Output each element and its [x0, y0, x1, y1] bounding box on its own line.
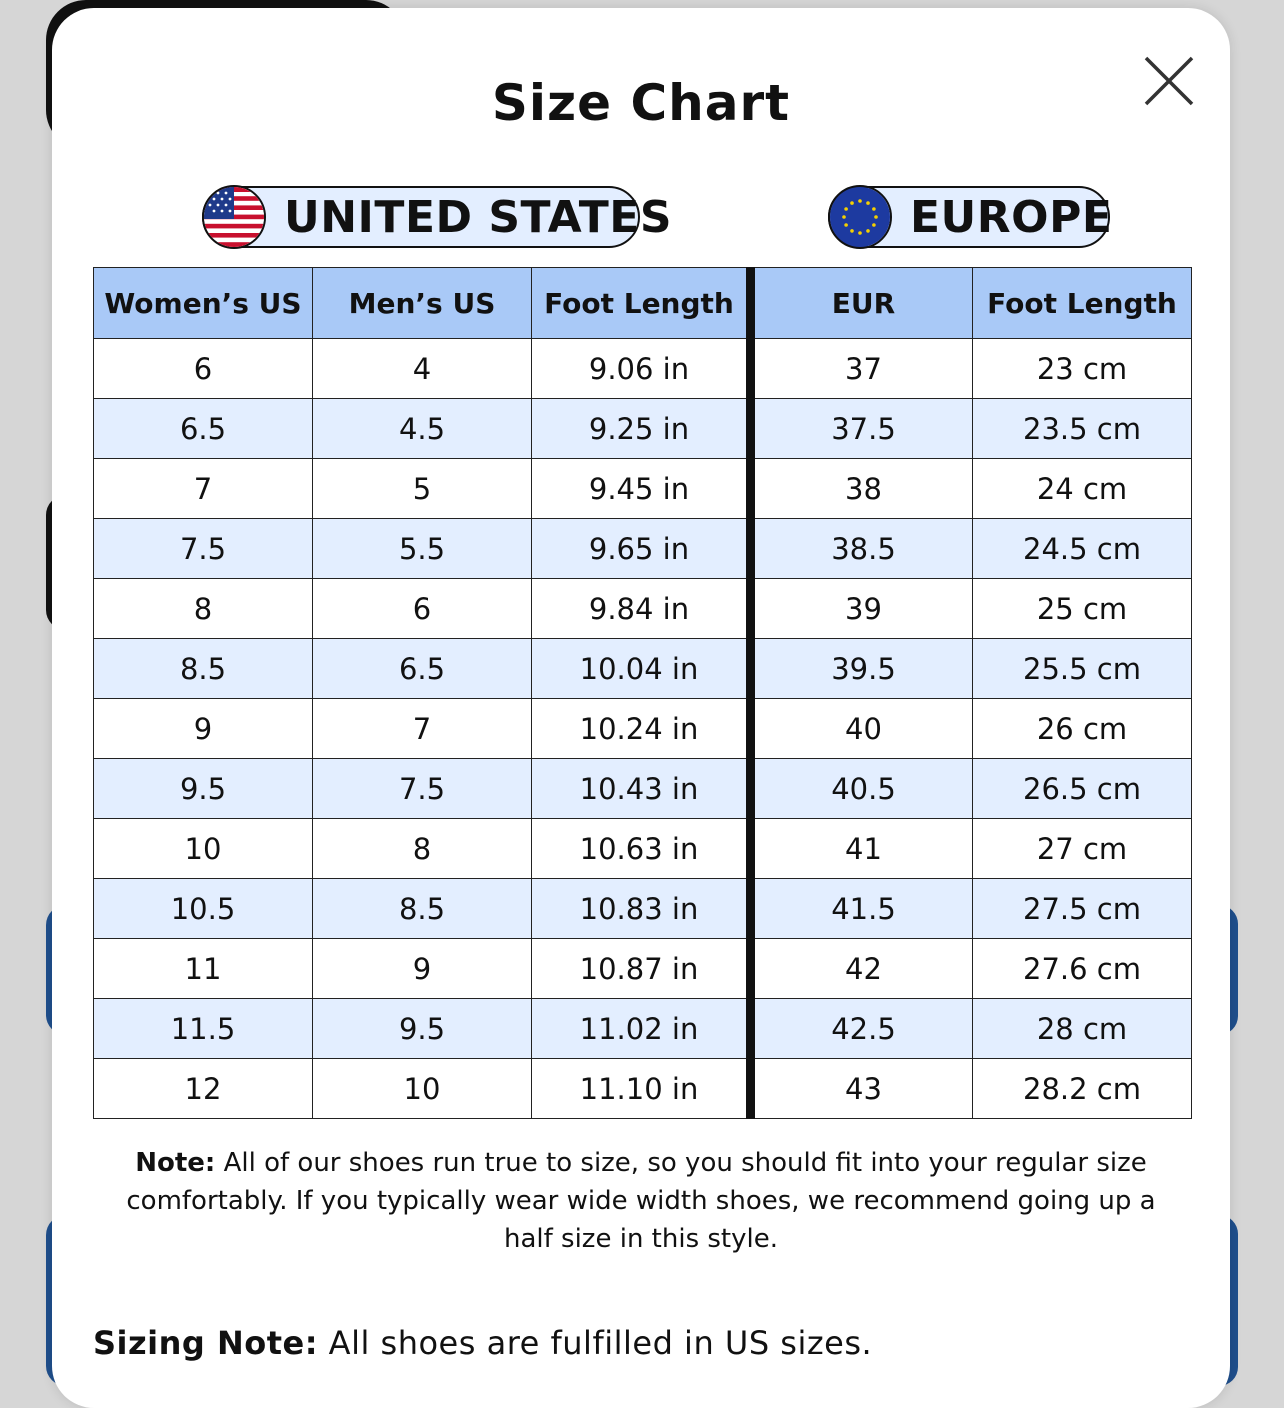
cell-foot-length-cm: 25 cm [973, 579, 1192, 639]
cell-eur: 41.5 [751, 879, 973, 939]
cell-foot-length-cm: 28.2 cm [973, 1059, 1192, 1119]
fit-note-label: Note: [135, 1148, 216, 1178]
cell-foot-length-in: 9.06 in [532, 339, 751, 399]
table-row [94, 699, 1192, 759]
cell-womens-us: 10.5 [94, 879, 313, 939]
cell-mens-us: 9.5 [313, 999, 532, 1059]
table-row [94, 879, 1192, 939]
cell-foot-length-in: 10.87 in [532, 939, 751, 999]
cell-foot-length-in: 9.65 in [532, 519, 751, 579]
cell-foot-length-in: 9.45 in [532, 459, 751, 519]
table-row [94, 939, 1192, 999]
sizing-note-label: Sizing Note: [93, 1324, 318, 1362]
cell-mens-us: 7 [313, 699, 532, 759]
cell-mens-us: 4.5 [313, 399, 532, 459]
cell-foot-length-in: 10.63 in [532, 819, 751, 879]
cell-foot-length-in: 9.84 in [532, 579, 751, 639]
cell-womens-us: 9.5 [94, 759, 313, 819]
table-header-row [94, 268, 1192, 339]
region-label-us-text: UNITED STATES [284, 191, 673, 243]
cell-womens-us: 8.5 [94, 639, 313, 699]
cell-foot-length-in: 10.04 in [532, 639, 751, 699]
cell-womens-us: 7 [94, 459, 313, 519]
cell-womens-us: 6 [94, 339, 313, 399]
cell-foot-length-cm: 24.5 cm [973, 519, 1192, 579]
cell-eur: 43 [751, 1059, 973, 1119]
cell-womens-us: 11.5 [94, 999, 313, 1059]
cell-mens-us: 6 [313, 579, 532, 639]
cell-eur: 42 [751, 939, 973, 999]
cell-eur: 39 [751, 579, 973, 639]
cell-mens-us: 5 [313, 459, 532, 519]
cell-foot-length-cm: 23 cm [973, 339, 1192, 399]
size-chart-modal [52, 8, 1230, 1408]
table-row [94, 519, 1192, 579]
cell-eur: 40.5 [751, 759, 973, 819]
column-header-mens-us: Men’s US [313, 268, 532, 339]
cell-eur: 42.5 [751, 999, 973, 1059]
cell-foot-length-cm: 24 cm [973, 459, 1192, 519]
size-table [93, 267, 1192, 1119]
cell-eur: 39.5 [751, 639, 973, 699]
cell-foot-length-in: 10.24 in [532, 699, 751, 759]
column-header-foot-length-in: Foot Length [532, 268, 751, 339]
cell-foot-length-cm: 27.5 cm [973, 879, 1192, 939]
cell-foot-length-cm: 27 cm [973, 819, 1192, 879]
table-row [94, 459, 1192, 519]
cell-foot-length-in: 9.25 in [532, 399, 751, 459]
cell-womens-us: 9 [94, 699, 313, 759]
cell-womens-us: 11 [94, 939, 313, 999]
cell-womens-us: 6.5 [94, 399, 313, 459]
cell-foot-length-in: 10.43 in [532, 759, 751, 819]
cell-foot-length-in: 11.10 in [532, 1059, 751, 1119]
column-header-womens-us: Women’s US [94, 268, 313, 339]
cell-mens-us: 8.5 [313, 879, 532, 939]
close-button[interactable] [1142, 54, 1196, 108]
cell-foot-length-cm: 26.5 cm [973, 759, 1192, 819]
table-row [94, 759, 1192, 819]
cell-foot-length-cm: 25.5 cm [973, 639, 1192, 699]
cell-womens-us: 10 [94, 819, 313, 879]
cell-womens-us: 8 [94, 579, 313, 639]
cell-mens-us: 5.5 [313, 519, 532, 579]
table-row [94, 399, 1192, 459]
region-label-eu-text: EUROPE [910, 191, 1113, 243]
table-row [94, 1059, 1192, 1119]
cell-womens-us: 7.5 [94, 519, 313, 579]
cell-eur: 40 [751, 699, 973, 759]
cell-foot-length-cm: 23.5 cm [973, 399, 1192, 459]
region-label-eu [828, 186, 1113, 248]
fit-note [122, 1144, 1160, 1258]
us-flag-icon [202, 185, 266, 249]
cell-mens-us: 4 [313, 339, 532, 399]
column-header-foot-length-cm: Foot Length [973, 268, 1192, 339]
cell-eur: 41 [751, 819, 973, 879]
close-icon [1142, 54, 1196, 108]
sizing-note-text: All shoes are fulfilled in US sizes. [318, 1324, 873, 1362]
table-row [94, 579, 1192, 639]
region-label-us [202, 186, 673, 248]
table-row [94, 339, 1192, 399]
cell-foot-length-cm: 28 cm [973, 999, 1192, 1059]
eu-flag-icon [828, 185, 892, 249]
cell-mens-us: 10 [313, 1059, 532, 1119]
cell-foot-length-in: 11.02 in [532, 999, 751, 1059]
cell-womens-us: 12 [94, 1059, 313, 1119]
cell-mens-us: 6.5 [313, 639, 532, 699]
sizing-note [93, 1324, 872, 1362]
cell-foot-length-cm: 26 cm [973, 699, 1192, 759]
cell-eur: 37.5 [751, 399, 973, 459]
table-row [94, 639, 1192, 699]
cell-mens-us: 7.5 [313, 759, 532, 819]
fit-note-text: All of our shoes run true to size, so you should fit into your regular size comfortably. If you typically wear wide width shoes, we recommend going up a half size in this style. [126, 1148, 1156, 1254]
cell-mens-us: 8 [313, 819, 532, 879]
cell-mens-us: 9 [313, 939, 532, 999]
cell-eur: 38 [751, 459, 973, 519]
cell-eur: 37 [751, 339, 973, 399]
table-row [94, 999, 1192, 1059]
modal-title: Size Chart [491, 74, 791, 132]
cell-foot-length-in: 10.83 in [532, 879, 751, 939]
cell-foot-length-cm: 27.6 cm [973, 939, 1192, 999]
table-row [94, 819, 1192, 879]
column-header-eur: EUR [751, 268, 973, 339]
cell-eur: 38.5 [751, 519, 973, 579]
